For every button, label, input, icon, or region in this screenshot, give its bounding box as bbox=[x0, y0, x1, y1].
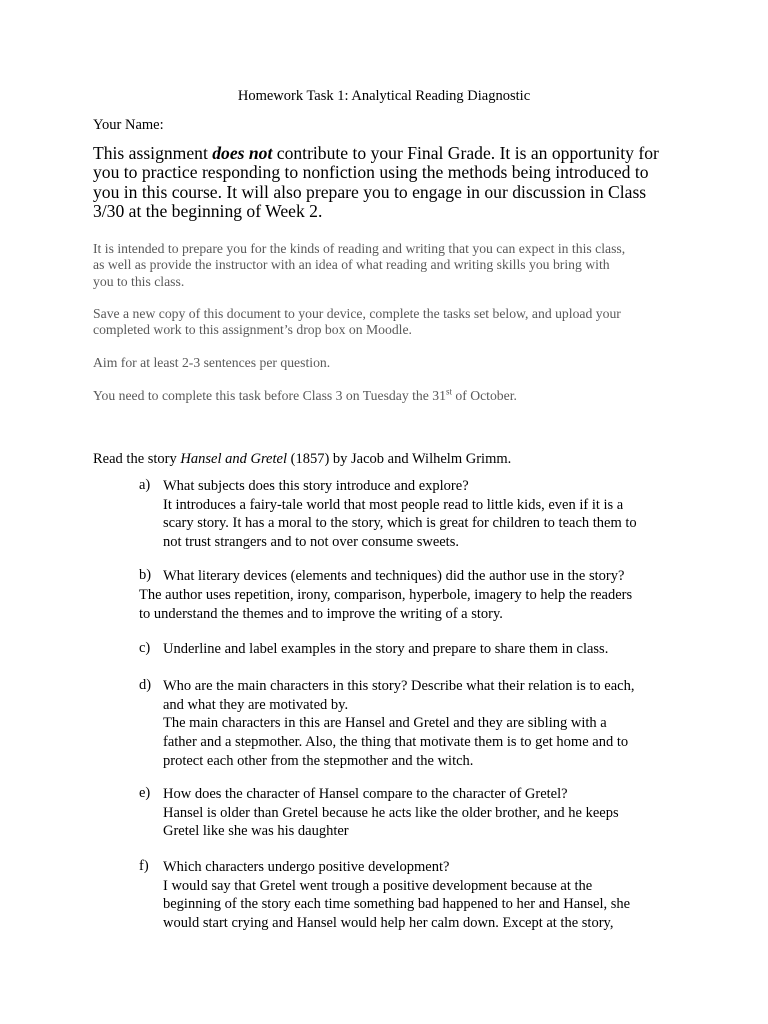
question-a: What subjects does this story introduce and explore? It introduces a fairy-tale world that most people read to little kids, even if it is a scary story. It has a moral to the story, which is great for children to teach them to not trust strangers and to not over consume sweets. bbox=[163, 478, 637, 551]
intro-paragraph bbox=[93, 144, 659, 221]
question-f-marker: f) bbox=[139, 858, 149, 874]
question-a-marker: a) bbox=[139, 477, 151, 493]
question-e-marker: e) bbox=[139, 785, 151, 801]
name-label: Your Name: bbox=[93, 117, 164, 133]
question-b-answer: The author uses repetition, irony, comparison, hyperbole, imagery to help the readers to understand the themes and to improve the writing of a story. bbox=[139, 587, 633, 622]
purpose-paragraph: It is intended to prepare you for the kinds of reading and writing that you can expect in this class, as well as provide the instructor with an idea of what reading and writing skills you bring with you to this class. bbox=[93, 241, 626, 289]
question-b-prompt: What literary devices (elements and techniques) did the author use in the story? bbox=[163, 568, 625, 584]
intro-line-2: you to practice responding to nonfiction using the methods being introduced to bbox=[93, 162, 649, 183]
question-d-marker: d) bbox=[139, 677, 152, 693]
intro-line-4: 3/30 at the beginning of Week 2. bbox=[93, 200, 323, 221]
question-f: Which characters undergo positive development? I would say that Gretel went trough a positive development because at the beginning of the story each time something bad happened to her and Hansel, she would start crying and Hansel would help her calm down. Except at the story, bbox=[163, 859, 631, 932]
story-title: Hansel and Gretel bbox=[180, 451, 287, 467]
deadline-paragraph: You need to complete this task before Class 3 on Tuesday the 31st of October. bbox=[93, 386, 517, 403]
aim-paragraph: Aim for at least 2-3 sentences per question. bbox=[93, 355, 331, 370]
question-b-marker: b) bbox=[139, 567, 152, 583]
document-title: Homework Task 1: Analytical Reading Diagnostic bbox=[237, 88, 531, 104]
emphasis-does-not: does not bbox=[212, 143, 273, 163]
intro-line-1: This assignment does not contribute to your Final Grade. It is an opportunity for bbox=[93, 143, 659, 163]
question-e: How does the character of Hansel compare to the character of Gretel? Hansel is older than Gretel because he acts like the older brother, and he keeps Gretel like she was his daughter bbox=[163, 786, 619, 840]
save-paragraph: Save a new copy of this document to your device, complete the tasks set below, and upload your completed work to this assignment’s drop box on Moodle. bbox=[93, 306, 621, 338]
read-story-line: Read the story Hansel and Gretel (1857) by Jacob and Wilhelm Grimm. bbox=[93, 451, 512, 467]
question-c: Underline and label examples in the story and prepare to share them in class. bbox=[163, 641, 609, 657]
question-c-marker: c) bbox=[139, 640, 151, 656]
question-d: Who are the main characters in this story? Describe what their relation is to each, and what they are motivated by. The main characters in this are Hansel and Gretel and they are sibling with a father and a stepmother. Also, the thing that motivate them is to get home and to protect each other from the stepmother and the witch. bbox=[163, 678, 635, 769]
intro-line-3: you in this course. It will also prepare you to engage in our discussion in Class bbox=[93, 181, 647, 202]
